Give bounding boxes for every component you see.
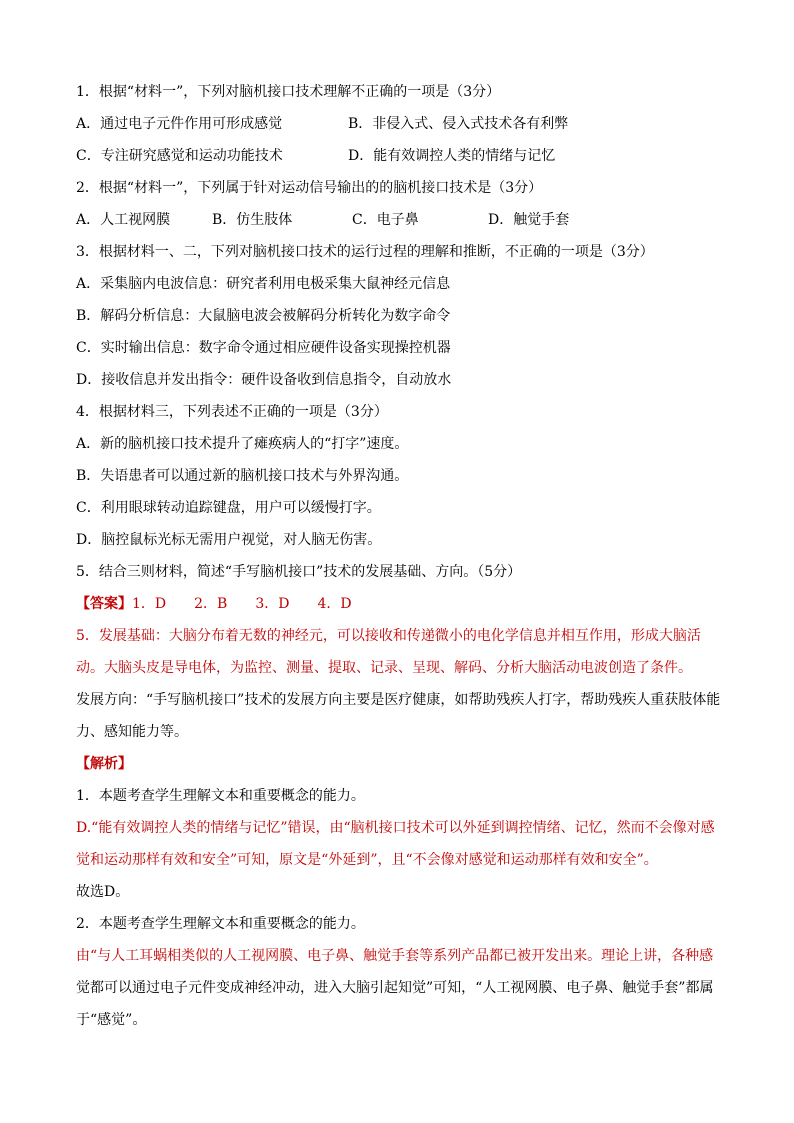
explanation-1-conclusion: 故选D。 [76,884,130,900]
answer-choices: 1．D 2．B 3．D 4．D [132,596,352,612]
question-2-option-d: D．触觉手套 [488,212,570,228]
question-1-option-b: B．非侵入式、侵入式技术各有利弊 [348,116,569,132]
question-1-option-d: D．能有效调控人类的情绪与记忆 [348,148,556,164]
answer-section [76,594,352,614]
explanation-1-line-1: D.“能有效调控人类的情绪与记忆”错误，由“脑机接口技术可以外延到调控情绪、记忆，然而不会像对感 [76,820,715,836]
question-5-stem: 5．结合三则材料，简述“手写脑机接口”技术的发展基础、方向。（5分） [76,564,522,580]
answer-5-line-1: 5．发展基础：大脑分布着无数的神经元，可以接收和传递微小的电化学信息并相互作用，形成大脑活 [76,628,701,644]
question-2-stem: 2．根据“材料一”，下列属于针对运动信号输出的的脑机接口技术是（3分） [76,180,543,196]
question-4-option-c: C．利用眼球转动追踪键盘，用户可以缓慢打字。 [76,500,381,516]
question-4-option-b: B．失语患者可以通过新的脑机接口技术与外界沟通。 [76,468,409,484]
explanation-2-line-3: 于“感觉”。 [76,1012,147,1028]
question-2-option-a: A．人工视网膜 [76,212,171,228]
question-4-option-a: A．新的脑机接口技术提升了瘫痪病人的“打字”速度。 [76,436,409,452]
question-3-stem: 3．根据材料一、二，下列对脑机接口技术的运行过程的理解和推断，不正确的一项是（3分） [76,244,654,260]
answer-5-line-2: 动。大脑头皮是导电体，为监控、测量、提取、记录、呈现、解码、分析大脑活动电波创造了条件。 [76,660,692,676]
answer-label: 【答案】 [76,596,132,612]
question-4-stem: 4．根据材料三，下列表述不正确的一项是（3分） [76,404,388,420]
question-1-option-a: A．通过电子元件作用可形成感觉 [76,116,283,132]
explanation-1-title: 1．本题考查学生理解文本和重要概念的能力。 [76,788,365,804]
question-2-option-b: B．仿生肢体 [212,212,293,228]
explanation-2-title: 2．本题考查学生理解文本和重要概念的能力。 [76,916,365,932]
explanation-1-line-2: 觉和运动那样有效和安全”可知，原文是“外延到”，且“不会像对感觉和运动那样有效和安全”。 [76,852,658,868]
question-1-stem: 1．根据“材料一”，下列对脑机接口技术理解不正确的一项是（3分） [76,84,501,100]
answer-5-line-3: 发展方向：“手写脑机接口”技术的发展方向主要是医疗健康，如帮助残疾人打字，帮助残疾人重获肢体能 [76,692,721,708]
question-3-option-b: B．解码分析信息：大鼠脑电波会被解码分析转化为数字命令 [76,308,451,324]
question-3-option-d: D．接收信息并发出指令：硬件设备收到信息指令，自动放水 [76,372,452,388]
question-2-option-c: C．电子鼻 [352,212,419,228]
explanation-2-line-2: 觉都可以通过电子元件变成神经冲动，进入大脑引起知觉”可知，“人工视网膜、电子鼻、触觉手套”都属 [76,980,714,996]
question-3-option-c: C．实时输出信息：数字命令通过相应硬件设备实现操控机器 [76,340,451,356]
analysis-label: 【解析】 [76,756,132,772]
answer-5-line-4: 力、感知能力等。 [76,724,188,740]
question-1-option-c: C．专注研究感觉和运动功能技术 [76,148,283,164]
question-4-option-d: D．脑控鼠标光标无需用户视觉，对人脑无伤害。 [76,532,382,548]
question-3-option-a: A．采集脑内电波信息：研究者利用电极采集大鼠神经元信息 [76,276,451,292]
explanation-2-line-1: 由“与人工耳蜗相类似的人工视网膜、电子鼻、触觉手套等系列产品都已被开发出来。理论上讲，各种感 [76,948,714,964]
